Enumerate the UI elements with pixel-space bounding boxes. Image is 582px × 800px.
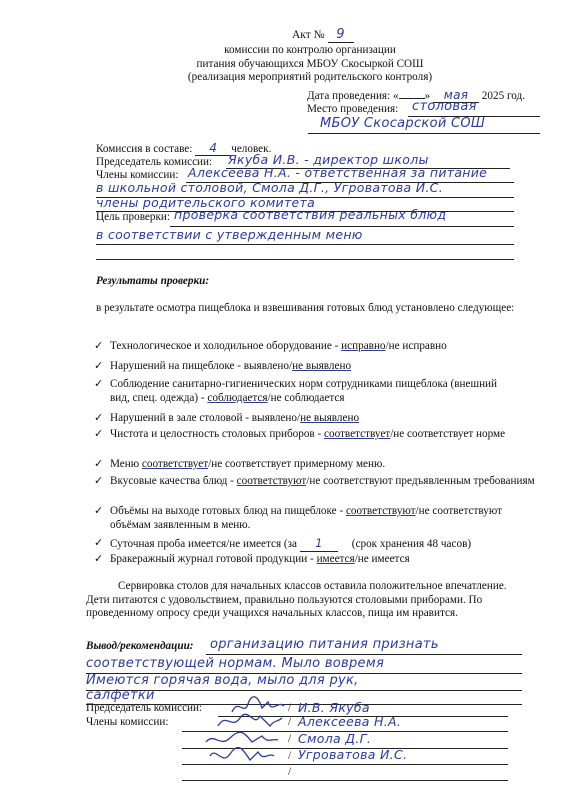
members-value-1: Алексеева Н.А. - ответственная за питание bbox=[188, 165, 488, 180]
sign-sep-4: / bbox=[288, 750, 292, 762]
selected-option: соответствуют bbox=[236, 475, 307, 487]
checkmark-icon: ✓ bbox=[94, 360, 104, 372]
result-item-10: ✓ Бракеражный журнал готовой продукции - имеется/не имеется bbox=[94, 553, 410, 565]
date-year: 2025 год. bbox=[481, 90, 526, 102]
checkmark-icon: ✓ bbox=[94, 505, 104, 517]
conclusion-label: Вывод/рекомендации: bbox=[86, 640, 194, 652]
goal-underline-3 bbox=[96, 259, 514, 260]
result-item-5: ✓ Чистота и целостность столовых приборов - соответствует/не соответствует норме bbox=[94, 428, 506, 440]
checkmark-icon: ✓ bbox=[94, 475, 104, 487]
selected-option: соответствует bbox=[324, 428, 391, 440]
checkmark-icon: ✓ bbox=[94, 412, 104, 424]
selected-option: не выявлено bbox=[292, 360, 352, 372]
sign-member-line-3 bbox=[182, 764, 508, 765]
conclusion-line-4: салфетки bbox=[86, 688, 155, 703]
sign-member-2: Смола Д.Г. bbox=[298, 731, 372, 746]
result-item-6: ✓ Меню соответствует/не соответствует примерному меню. bbox=[94, 458, 386, 470]
header-line-3: (реализация мероприятий родительского контроля) bbox=[187, 71, 433, 83]
sign-members-label: Члены комиссии: bbox=[86, 716, 169, 728]
goal-value-1: проверка соответствия реальных блюд bbox=[174, 207, 447, 222]
conclusion-line-3: Имеются горячая вода, мыло для рук, bbox=[86, 673, 359, 688]
act-title bbox=[292, 27, 354, 43]
results-intro: в результате осмотра пищеблока и взвешивания готовых блюд установлено следующее: bbox=[96, 302, 515, 314]
selected-option: соблюдается bbox=[207, 391, 268, 404]
act-number: 9 bbox=[328, 27, 354, 43]
header-line-2: питания обучающихся МБОУ Скосыркой СОШ bbox=[196, 58, 424, 70]
checkmark-icon: ✓ bbox=[94, 428, 104, 440]
date-mid: » bbox=[424, 90, 431, 102]
date-label: Дата проведения: « bbox=[307, 90, 399, 102]
sign-sep-3: / bbox=[288, 733, 292, 745]
result-item-3: ✓ Соблюдение санитарно-гигиенических норм сотрудниками пищеблока (внешний вид, спец. одежда) - соблюдается/не соблюдается bbox=[94, 378, 498, 404]
conclusion-line-2: соответствующей нормам. Мыло вовремя bbox=[86, 656, 385, 671]
sign-member-3: Угроватова И.С. bbox=[298, 747, 408, 762]
goal-value-2: в соответствии с утвержденным меню bbox=[96, 227, 363, 242]
sign-sep-1: / bbox=[288, 702, 292, 714]
selected-option: соответствуют bbox=[345, 505, 416, 517]
checkmark-icon: ✓ bbox=[94, 340, 104, 352]
sign-chair-label: Председатель комиссии: bbox=[86, 702, 203, 714]
sign-member-1: Алексеева Н.А. bbox=[298, 714, 402, 729]
results-heading: Результаты проверки: bbox=[96, 275, 210, 287]
members-value-3: члены родительского комитета bbox=[96, 195, 316, 210]
act-label: Акт № bbox=[292, 29, 325, 41]
members-value-2: в школьной столовой, Смола Д.Г., Угроватова И.С. bbox=[96, 180, 443, 195]
sign-sep-2: / bbox=[288, 716, 292, 728]
commission-size-label-b: человек. bbox=[231, 143, 272, 155]
date-month: мая bbox=[433, 88, 479, 103]
result-item-4: ✓ Нарушений в зале столовой - выявлено/не выявлено bbox=[94, 412, 360, 424]
selected-option: исправно bbox=[341, 340, 386, 352]
sample-days-value: 1 bbox=[300, 537, 338, 552]
place-underline-2 bbox=[308, 133, 540, 134]
place-label: Место проведения: bbox=[307, 103, 399, 115]
chair-value: Якуба И.В. - директор школы bbox=[228, 152, 429, 167]
place-value-1: столовая bbox=[412, 99, 477, 114]
result-item-1: ✓ Технологическое и холодильное оборудование - исправно/не исправно bbox=[94, 340, 447, 352]
place-value-2: МБОУ Скосарской СОШ bbox=[320, 116, 486, 131]
conclusion-underline-1 bbox=[206, 654, 522, 655]
sign-sep-5: / bbox=[288, 766, 292, 778]
result-item-7: ✓ Вкусовые качества блюд - соответствуют/не соответствуют предъявленным требованиям bbox=[94, 475, 535, 487]
result-item-9: ✓ Суточная проба имеется/не имеется (за 1 (срок хранения 48 часов) bbox=[94, 537, 472, 550]
selected-option: имеется bbox=[316, 553, 355, 565]
results-paragraph: Сервировка столов для начальных классов оставила положительное впечатление. Дети питаются с удовольствием, правильно пользуются столовыми приборами. По проведенному опросу среди учащихся начальных классов, пища им нравится. bbox=[86, 580, 507, 619]
conclusion-line-1: организацию питания признать bbox=[210, 637, 439, 652]
goal-label: Цель проверки: bbox=[96, 211, 171, 223]
checkmark-icon: ✓ bbox=[94, 537, 104, 549]
result-item-2: ✓ Нарушений на пищеблоке - выявлено/не выявлено bbox=[94, 360, 352, 372]
checkmark-icon: ✓ bbox=[94, 378, 104, 390]
checkmark-icon: ✓ bbox=[94, 458, 104, 470]
selected-option: не выявлено bbox=[300, 412, 360, 424]
header-line-1: комиссии по контролю организации bbox=[224, 44, 396, 56]
selected-option: соответствует bbox=[141, 458, 209, 470]
commission-size-value: 4 bbox=[195, 141, 231, 156]
members-label: Члены комиссии: bbox=[96, 169, 179, 181]
sign-chair-name: И.В. Якуба bbox=[298, 700, 370, 715]
commission-size-label: Комиссия в составе: bbox=[96, 143, 193, 155]
sign-member-line-4 bbox=[182, 780, 508, 781]
goal-underline-2 bbox=[96, 244, 514, 245]
checkmark-icon: ✓ bbox=[94, 553, 104, 565]
result-item-8: ✓ Объёмы на выходе готовых блюд на пищеблоке - соответствуют/не соответствуют объёмам заявленным в меню. bbox=[94, 505, 502, 531]
chair-label: Председатель комиссии: bbox=[96, 156, 213, 168]
